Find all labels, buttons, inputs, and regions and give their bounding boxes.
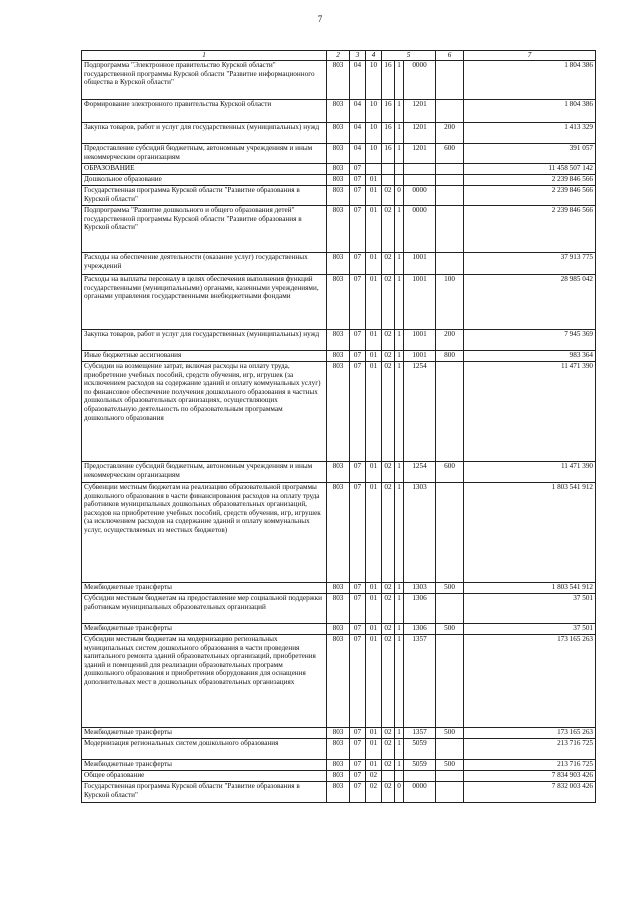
row-csr-3: 1201 (404, 100, 436, 123)
row-pr: 01 (366, 330, 382, 351)
row-vr (436, 362, 464, 462)
row-rz: 07 (350, 483, 366, 583)
row-sum: 11 471 390 (464, 362, 596, 462)
row-csr-3: 1303 (404, 583, 436, 594)
row-csr-3 (404, 164, 436, 175)
row-csr-3: 1357 (404, 728, 436, 739)
row-rz: 07 (350, 624, 366, 635)
row-vr (436, 253, 464, 275)
row-pr: 01 (366, 760, 382, 771)
row-csr-3 (404, 771, 436, 782)
row-csr-3: 1254 (404, 362, 436, 462)
row-vr (436, 635, 464, 728)
header-col-4: 4 (366, 51, 382, 61)
row-csr-1: 02 (382, 275, 395, 330)
budget-table (81, 50, 596, 803)
table-row (82, 206, 596, 253)
row-csr-1 (382, 771, 395, 782)
row-sum: 37 501 (464, 594, 596, 624)
row-csr-1: 02 (382, 186, 395, 206)
row-gr: 803 (327, 760, 350, 771)
row-csr-1: 02 (382, 624, 395, 635)
row-csr-3: 1357 (404, 635, 436, 728)
row-csr-1: 02 (382, 351, 395, 362)
row-gr: 803 (327, 123, 350, 144)
row-vr (436, 739, 464, 760)
row-gr: 803 (327, 771, 350, 782)
row-csr-3: 1201 (404, 123, 436, 144)
row-csr-1: 02 (382, 462, 395, 483)
row-vr (436, 186, 464, 206)
row-gr: 803 (327, 186, 350, 206)
header-col-5: 5 (382, 51, 436, 61)
row-csr-1: 02 (382, 206, 395, 253)
table-row (82, 253, 596, 275)
row-csr-2: 1 (395, 100, 404, 123)
row-csr-1: 16 (382, 123, 395, 144)
row-csr-2: 1 (395, 760, 404, 771)
row-name: Субсидии местным бюджетам на предоставление мер социальной поддержки работникам муниципальных образовательных организаций (82, 594, 327, 624)
row-csr-3: 1001 (404, 275, 436, 330)
row-pr: 01 (366, 175, 382, 186)
row-vr (436, 771, 464, 782)
row-pr: 01 (366, 594, 382, 624)
row-sum: 2 239 846 566 (464, 206, 596, 253)
header-col-6: 6 (436, 51, 464, 61)
row-vr (436, 594, 464, 624)
row-sum: 7 945 369 (464, 330, 596, 351)
table-row (82, 275, 596, 330)
row-pr: 01 (366, 635, 382, 728)
row-name: Подпрограмма "Развитие дошкольного и общего образования детей" государственной программы Курской области "Развитие образования в Курской области" (82, 206, 327, 253)
row-name: Закупка товаров, работ и услуг для государственных (муниципальных) нужд (82, 123, 327, 144)
row-sum: 28 985 042 (464, 275, 596, 330)
row-name: Межбюджетные трансферты (82, 760, 327, 771)
row-gr: 803 (327, 330, 350, 351)
row-gr: 803 (327, 483, 350, 583)
row-rz: 07 (350, 594, 366, 624)
row-gr: 803 (327, 728, 350, 739)
row-gr: 803 (327, 583, 350, 594)
row-sum: 173 165 263 (464, 728, 596, 739)
row-rz: 07 (350, 330, 366, 351)
row-csr-2: 1 (395, 351, 404, 362)
row-name: Межбюджетные трансферты (82, 624, 327, 635)
row-csr-2 (395, 771, 404, 782)
row-rz: 07 (350, 164, 366, 175)
table-row (82, 175, 596, 186)
row-csr-2: 1 (395, 206, 404, 253)
row-gr: 803 (327, 635, 350, 728)
row-sum: 7 832 003 426 (464, 782, 596, 803)
row-sum: 11 471 390 (464, 462, 596, 483)
row-csr-3: 1306 (404, 624, 436, 635)
row-name: Субсидии местным бюджетам на модернизацию региональных муниципальных систем дошкольного образования в части проведения капитального ремонта зданий образовательных организаций, приобретения зданий и помещений для реализации образовательных программ дошкольного образования и приобретения оборудования для оснащения дополнительных мест в дошкольных образовательных организациях (82, 635, 327, 728)
row-csr-1: 02 (382, 330, 395, 351)
row-name: Государственная программа Курской области "Развитие образования в Курской области" (82, 782, 327, 803)
header-col-7: 7 (464, 51, 596, 61)
row-gr: 803 (327, 144, 350, 164)
row-pr: 02 (366, 771, 382, 782)
row-rz: 04 (350, 100, 366, 123)
row-vr: 500 (436, 728, 464, 739)
row-sum: 983 364 (464, 351, 596, 362)
row-vr (436, 164, 464, 175)
row-pr: 01 (366, 362, 382, 462)
row-csr-1: 02 (382, 483, 395, 583)
row-csr-3: 1303 (404, 483, 436, 583)
row-csr-1: 02 (382, 594, 395, 624)
row-csr-2: 0 (395, 782, 404, 803)
row-vr: 500 (436, 760, 464, 771)
row-gr: 803 (327, 739, 350, 760)
row-csr-3: 1001 (404, 253, 436, 275)
row-vr: 600 (436, 144, 464, 164)
table-row (82, 351, 596, 362)
table-row (82, 624, 596, 635)
row-vr: 200 (436, 330, 464, 351)
row-csr-2: 1 (395, 253, 404, 275)
row-vr (436, 61, 464, 100)
row-pr: 01 (366, 253, 382, 275)
row-name: Межбюджетные трансферты (82, 583, 327, 594)
row-csr-2: 1 (395, 275, 404, 330)
row-pr: 01 (366, 351, 382, 362)
row-csr-2: 1 (395, 144, 404, 164)
row-vr (436, 100, 464, 123)
row-gr: 803 (327, 61, 350, 100)
row-gr: 803 (327, 100, 350, 123)
row-csr-2: 1 (395, 362, 404, 462)
row-rz: 07 (350, 351, 366, 362)
table-row (82, 144, 596, 164)
row-pr: 10 (366, 61, 382, 100)
row-csr-3 (404, 175, 436, 186)
row-name: Субсидии на возмещение затрат, включая расходы на оплату труда, приобретение учебных пособий, средств обучения, игр, игрушек (за исключением расходов на содержание зданий и оплату коммунальных услуг) по финансовое обеспечение получения дошкольного образования в частных дошкольных образовательных организациях, осуществляющих образовательную деятельность по образовательным программам дошкольного образования (82, 362, 327, 462)
table-row (82, 771, 596, 782)
row-rz: 04 (350, 123, 366, 144)
row-rz: 07 (350, 782, 366, 803)
row-vr: 200 (436, 123, 464, 144)
row-csr-1: 02 (382, 782, 395, 803)
row-csr-2: 1 (395, 635, 404, 728)
table-header-row (82, 51, 596, 61)
row-csr-3: 0000 (404, 61, 436, 100)
table-row (82, 186, 596, 206)
row-sum: 2 239 846 566 (464, 186, 596, 206)
row-sum: 37 501 (464, 624, 596, 635)
row-rz: 07 (350, 635, 366, 728)
row-csr-3: 1001 (404, 330, 436, 351)
row-vr (436, 782, 464, 803)
table-row (82, 483, 596, 583)
row-rz: 04 (350, 144, 366, 164)
row-pr: 01 (366, 624, 382, 635)
table-body (82, 61, 596, 803)
row-name: Предоставление субсидий бюджетным, автономным учреждениям и иным некоммерческим организациям (82, 462, 327, 483)
row-vr: 800 (436, 351, 464, 362)
table-row (82, 330, 596, 351)
row-csr-1: 02 (382, 362, 395, 462)
page-number: 7 (317, 14, 323, 24)
row-gr: 803 (327, 206, 350, 253)
table-row (82, 760, 596, 771)
row-csr-2 (395, 164, 404, 175)
row-pr (366, 164, 382, 175)
row-vr (436, 206, 464, 253)
row-sum: 213 716 725 (464, 739, 596, 760)
row-csr-2: 1 (395, 583, 404, 594)
row-name: Государственная программа Курской области "Развитие образования в Курской области" (82, 186, 327, 206)
row-pr: 01 (366, 462, 382, 483)
row-csr-2: 1 (395, 61, 404, 100)
row-csr-3: 0000 (404, 206, 436, 253)
row-sum: 1 803 541 912 (464, 583, 596, 594)
row-name: ОБРАЗОВАНИЕ (82, 164, 327, 175)
row-pr: 01 (366, 739, 382, 760)
row-rz: 07 (350, 583, 366, 594)
row-name: Общее образование (82, 771, 327, 782)
row-vr: 500 (436, 583, 464, 594)
row-sum: 37 913 775 (464, 253, 596, 275)
table-row (82, 462, 596, 483)
row-sum: 7 834 903 426 (464, 771, 596, 782)
row-rz: 07 (350, 462, 366, 483)
row-sum: 1 803 541 912 (464, 483, 596, 583)
table-row (82, 583, 596, 594)
row-gr: 803 (327, 164, 350, 175)
row-csr-3: 1001 (404, 351, 436, 362)
row-sum: 1 413 329 (464, 123, 596, 144)
row-csr-2: 1 (395, 594, 404, 624)
row-csr-1 (382, 175, 395, 186)
row-pr: 01 (366, 186, 382, 206)
row-csr-2 (395, 175, 404, 186)
row-gr: 803 (327, 253, 350, 275)
row-csr-3: 1254 (404, 462, 436, 483)
row-csr-3: 5059 (404, 739, 436, 760)
row-gr: 803 (327, 594, 350, 624)
table-row (82, 123, 596, 144)
row-rz: 07 (350, 206, 366, 253)
row-pr: 01 (366, 728, 382, 739)
row-vr: 100 (436, 275, 464, 330)
row-name: Модернизация региональных систем дошкольного образования (82, 739, 327, 760)
row-name: Предоставление субсидий бюджетным, автономным учреждениям и иным некоммерческим организациям (82, 144, 327, 164)
row-csr-3: 1201 (404, 144, 436, 164)
row-vr (436, 483, 464, 583)
row-gr: 803 (327, 351, 350, 362)
table-row (82, 362, 596, 462)
row-csr-1: 16 (382, 144, 395, 164)
row-name: Закупка товаров, работ и услуг для государственных (муниципальных) нужд (82, 330, 327, 351)
row-sum: 213 716 725 (464, 760, 596, 771)
row-rz: 07 (350, 175, 366, 186)
row-csr-2: 1 (395, 330, 404, 351)
table-row (82, 100, 596, 123)
row-rz: 07 (350, 771, 366, 782)
table-row (82, 728, 596, 739)
row-csr-1 (382, 164, 395, 175)
row-gr: 803 (327, 362, 350, 462)
row-csr-3: 0000 (404, 782, 436, 803)
row-pr: 01 (366, 483, 382, 583)
row-csr-1: 02 (382, 728, 395, 739)
table-row (82, 635, 596, 728)
row-rz: 07 (350, 186, 366, 206)
row-name: Межбюджетные трансферты (82, 728, 327, 739)
table-row (82, 61, 596, 100)
row-sum: 173 165 263 (464, 635, 596, 728)
row-sum: 2 239 846 566 (464, 175, 596, 186)
row-rz: 07 (350, 362, 366, 462)
row-vr: 600 (436, 462, 464, 483)
header-col-3: 3 (350, 51, 366, 61)
row-pr: 10 (366, 123, 382, 144)
row-csr-1: 02 (382, 253, 395, 275)
row-csr-3: 5059 (404, 760, 436, 771)
row-csr-2: 1 (395, 739, 404, 760)
row-rz: 07 (350, 739, 366, 760)
table-row (82, 164, 596, 175)
row-csr-1: 02 (382, 583, 395, 594)
row-pr: 10 (366, 144, 382, 164)
row-rz: 07 (350, 728, 366, 739)
row-sum: 1 804 386 (464, 61, 596, 100)
row-csr-2: 0 (395, 186, 404, 206)
header-col-1: 1 (82, 51, 327, 61)
row-gr: 803 (327, 624, 350, 635)
table-row (82, 739, 596, 760)
row-pr: 01 (366, 275, 382, 330)
row-csr-2: 1 (395, 123, 404, 144)
row-pr: 01 (366, 583, 382, 594)
row-name: Подпрограмма "Электронное правительство Курской области" государственной программы Курской области "Развитие информационного общества в Курской области" (82, 61, 327, 100)
row-csr-2: 1 (395, 728, 404, 739)
row-gr: 803 (327, 275, 350, 330)
row-vr: 500 (436, 624, 464, 635)
row-pr: 02 (366, 782, 382, 803)
row-pr: 10 (366, 100, 382, 123)
row-name: Дошкольное образование (82, 175, 327, 186)
row-name: Субвенции местным бюджетам на реализацию образовательной программы дошкольного образования в части финансирования расходов на оплату труда работников муниципальных дошкольных образовательных организаций, расходов на приобретение учебных пособий, средств обучения, игр, игрушек (за исключением расходов на содержание зданий и оплату коммунальных услуг, осуществляемых из местных бюджетов) (82, 483, 327, 583)
row-csr-3: 1306 (404, 594, 436, 624)
table-row (82, 782, 596, 803)
row-csr-3: 0000 (404, 186, 436, 206)
row-rz: 07 (350, 275, 366, 330)
row-csr-1: 02 (382, 635, 395, 728)
row-name: Формирование электронного правительства Курской области (82, 100, 327, 123)
row-sum: 391 057 (464, 144, 596, 164)
row-name: Расходы на обеспечение деятельности (оказание услуг) государственных учреждений (82, 253, 327, 275)
row-gr: 803 (327, 782, 350, 803)
row-sum: 11 458 507 142 (464, 164, 596, 175)
row-csr-2: 1 (395, 483, 404, 583)
row-csr-1: 02 (382, 760, 395, 771)
row-csr-2: 1 (395, 462, 404, 483)
table-row (82, 594, 596, 624)
row-name: Расходы на выплаты персоналу в целях обеспечения выполнения функций государственными (муниципальными) органами, казенными учреждениями, органами управления государственными внебюджетными фондами (82, 275, 327, 330)
row-rz: 04 (350, 61, 366, 100)
header-col-2: 2 (327, 51, 350, 61)
row-pr: 01 (366, 206, 382, 253)
row-csr-1: 16 (382, 61, 395, 100)
row-vr (436, 175, 464, 186)
row-gr: 803 (327, 175, 350, 186)
row-rz: 07 (350, 253, 366, 275)
row-name: Иные бюджетные ассигнования (82, 351, 327, 362)
row-csr-1: 16 (382, 100, 395, 123)
row-csr-1: 02 (382, 739, 395, 760)
row-gr: 803 (327, 462, 350, 483)
row-rz: 07 (350, 760, 366, 771)
row-csr-2: 1 (395, 624, 404, 635)
row-sum: 1 804 386 (464, 100, 596, 123)
